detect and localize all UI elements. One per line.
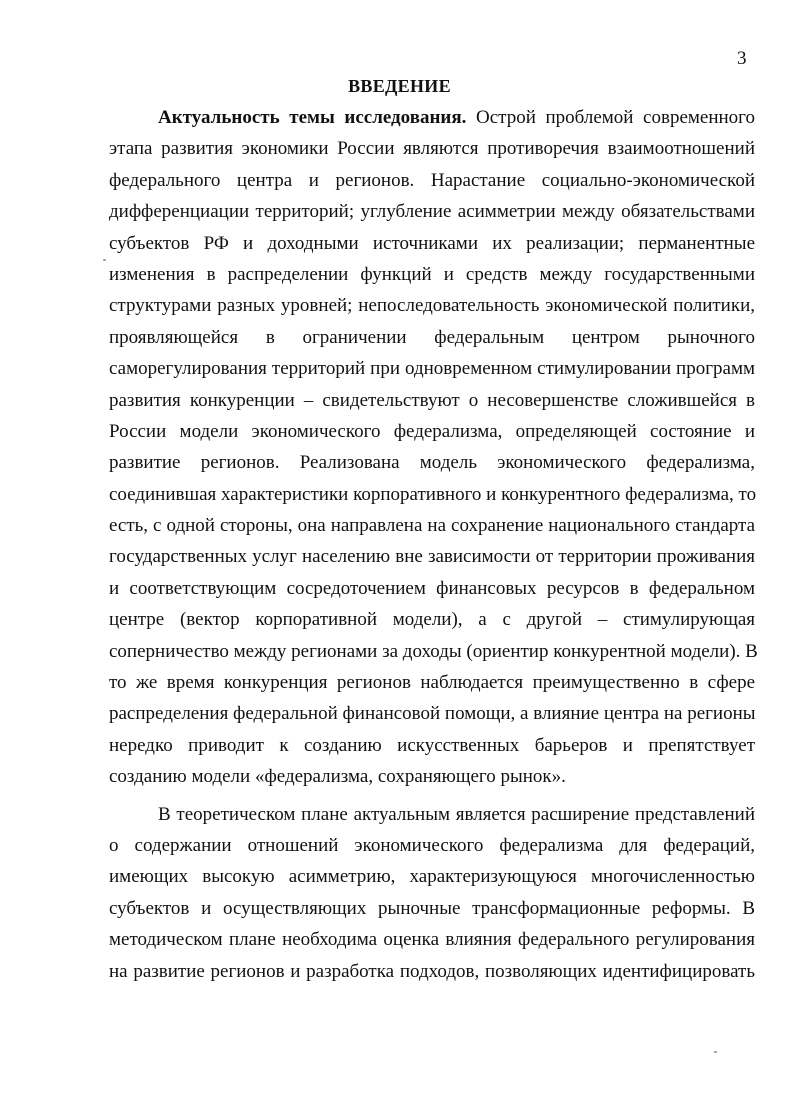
text-line: то же время конкуренция регионов наблюдается преимущественно в сфере: [109, 672, 755, 694]
text-line: созданию модели «федерализма, сохраняющего рынок».: [109, 766, 566, 788]
section-heading: ВВЕДЕНИЕ: [348, 76, 451, 96]
text-line: [109, 102, 755, 133]
body-text: [109, 102, 758, 987]
paragraph-1: [109, 102, 758, 793]
text-line: этапа развития экономики России являются противоречия взаимоотношений: [109, 138, 755, 160]
lead-bold-phrase: Актуальность темы исследования.: [158, 107, 467, 128]
text-line: России модели экономического федерализма, определяющей состояние и: [109, 420, 755, 442]
text-line: распределения федеральной финансовой помощи, а влияние центра на регионы: [109, 703, 756, 725]
text-line: изменения в распределении функций и средств между государственными: [109, 263, 755, 285]
text-line: развития конкуренции – свидетельствуют о несовершенстве сложившейся в: [109, 389, 755, 411]
text-line: государственных услуг населению вне зависимости от территории проживания: [109, 546, 755, 568]
text-line: проявляющейся в ограничении федеральным центром рыночного: [109, 326, 755, 348]
text-line: субъектов РФ и доходными источниками их реализации; перманентные: [109, 232, 755, 254]
scan-speck: [103, 259, 106, 261]
page-number: 3: [737, 48, 747, 69]
text-line-content: Острой проблемой современного: [466, 107, 756, 128]
paragraph-2: [109, 799, 755, 987]
text-line: субъектов и осуществляющих рыночные трансформационные реформы. В: [109, 897, 755, 919]
text-line: В теоретическом плане актуальным является расширение представлений: [158, 803, 755, 825]
text-line: структурами разных уровней; непоследовательность экономической политики,: [109, 295, 755, 317]
text-line: соперничество между регионами за доходы (ориентир конкурентной модели). В: [109, 640, 758, 662]
text-line: соединившая характеристики корпоративного и конкурентного федерализма, то: [109, 483, 757, 505]
text-line: и соответствующим сосредоточением финансовых ресурсов в федеральном: [109, 577, 755, 599]
text-line: методическом плане необходима оценка влияния федерального регулирования: [109, 929, 755, 951]
text-line: нередко приводит к созданию искусственных барьеров и препятствует: [109, 734, 755, 756]
text-line: на развитие регионов и разработка подходов, позволяющих идентифицировать: [109, 960, 755, 982]
text-line: имеющих высокую асимметрию, характеризующуюся многочисленностью: [109, 866, 755, 888]
text-line: центре (вектор корпоративной модели), а с другой – стимулирующая: [109, 609, 755, 631]
text-line: о содержании отношений экономического федерализма для федераций,: [109, 834, 755, 856]
scan-speck: [714, 1051, 717, 1053]
text-line: есть, с одной стороны, она направлена на сохранение национального стандарта: [109, 515, 755, 537]
text-line: саморегулирования территорий при одновременном стимулировании программ: [109, 358, 755, 380]
text-line: федерального центра и регионов. Нарастание социально-экономической: [109, 169, 755, 191]
text-line: развитие регионов. Реализована модель экономического федерализма,: [109, 452, 755, 474]
text-line: дифференциации территорий; углубление асимметрии между обязательствами: [109, 201, 755, 223]
